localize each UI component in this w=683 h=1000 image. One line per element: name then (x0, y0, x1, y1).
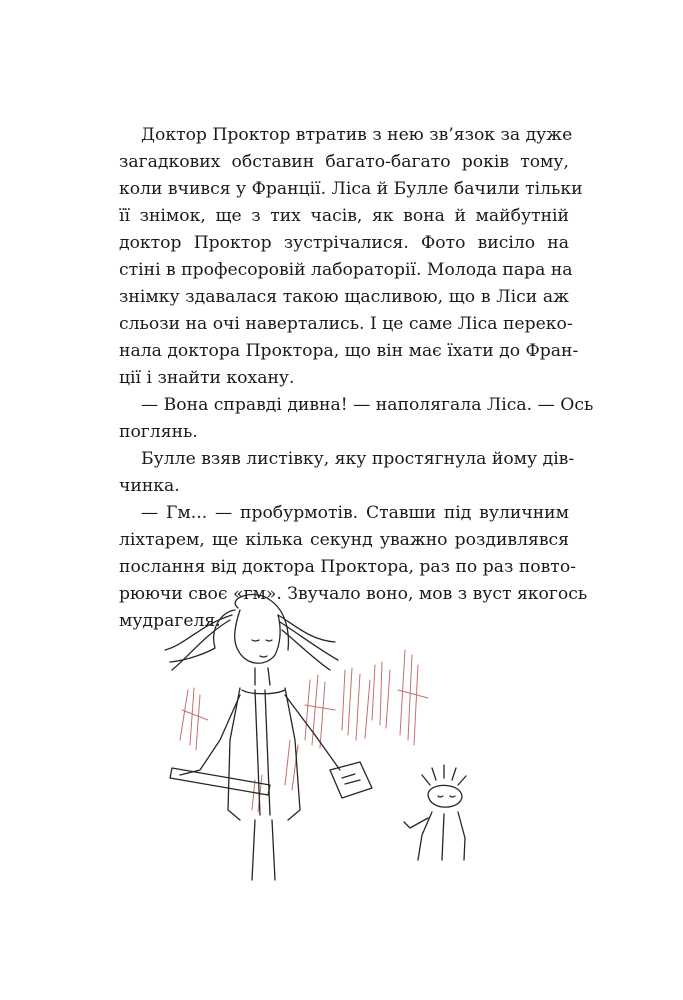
text-line: — Гм... — пробурмотів. Ставши під вуличним (141, 503, 569, 523)
text-line: мудрагеля. (119, 611, 221, 631)
text-line: Булле взяв листівку, яку простягнула йому дів- (141, 449, 575, 469)
text-line: ції і знайти кохану. (119, 368, 295, 388)
sketch-illustration (160, 570, 560, 900)
text-line: Доктор Проктор втратив з нею зв’язок за дуже (141, 125, 573, 145)
text-line: рюючи своє «гм». Звучало воно, мов з вуст якогось (119, 584, 588, 604)
text-line: загадкових обставин багато-багато років тому, (119, 152, 569, 172)
text-line: стіні в професоровій лабораторії. Молода пара на (119, 260, 573, 280)
text-line: поглянь. (119, 422, 198, 442)
text-line: сльози на очі навертались. І це саме Ліса переко- (119, 314, 573, 334)
text-line: знімку здавалася такою щасливою, що в Ліси аж (119, 287, 569, 307)
text-line: — Вона справді дивна! — наполягала Ліса. — Ось (141, 395, 594, 415)
text-line: її знімок, ще з тих часів, як вона й майбутній (119, 206, 569, 226)
background-hatching (180, 650, 428, 812)
text-line: нала доктора Проктора, що він має їхати до Фран- (119, 341, 579, 361)
girl-figure (165, 595, 372, 880)
text-line: послання від доктора Проктора, раз по раз повто- (119, 557, 576, 577)
text-line: доктор Проктор зустрічалися. Фото висіло на (119, 233, 569, 253)
text-line: чинка. (119, 476, 180, 496)
boy-figure (404, 765, 466, 860)
text-line: ліхтарем, ще кілька секунд уважно роздивлявся (119, 530, 569, 550)
body-text (119, 122, 594, 635)
text-line: коли вчився у Франції. Ліса й Булле бачили тільки (119, 179, 583, 199)
